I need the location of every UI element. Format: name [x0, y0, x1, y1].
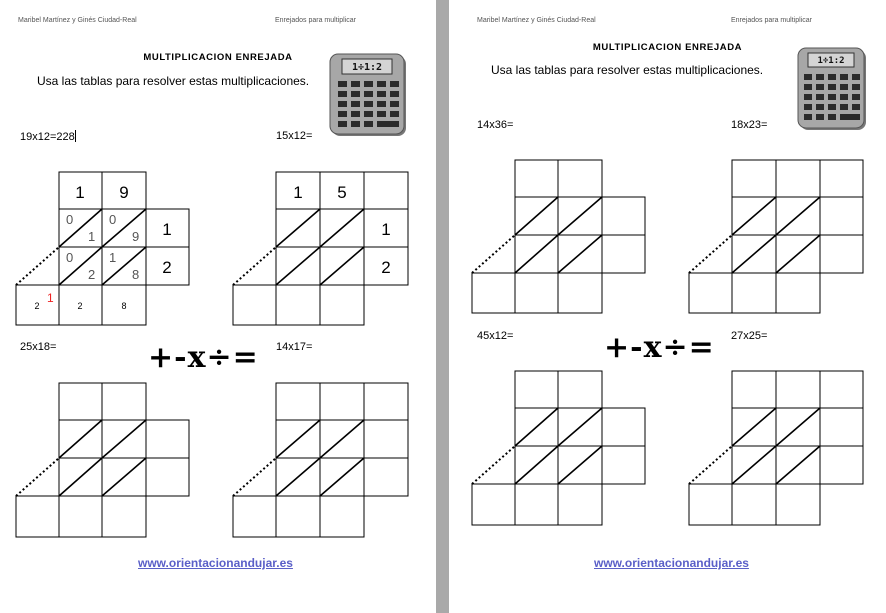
result-digit: 8	[121, 301, 127, 311]
top-digit-2: 5	[337, 183, 347, 202]
problem-4[interactable]: 14x17=	[276, 341, 313, 353]
lattice-grids	[449, 0, 886, 613]
math-operators: +-x÷=	[604, 330, 715, 365]
problem-1[interactable]: 19x12=228	[20, 131, 75, 143]
calculator-display: 1÷1:2	[351, 62, 383, 73]
result-digit: 2	[34, 301, 40, 311]
lattice-grid-3	[472, 371, 645, 525]
worksheet-page-left	[0, 0, 436, 613]
cell-value: 0	[109, 212, 117, 227]
right-digit-1: 1	[162, 220, 172, 239]
header-author: Maribel Martínez y Ginés Ciudad-Real	[18, 17, 137, 24]
lattice-grid-4	[233, 383, 408, 537]
cell-value: 0	[66, 212, 74, 227]
right-digit-2: 2	[381, 258, 391, 277]
footer-link[interactable]: www.orientacionandujar.es	[594, 556, 749, 570]
worksheet-title: MULTIPLICACION ENREJADA	[592, 42, 743, 53]
lattice-grid-3	[16, 383, 189, 537]
worksheet-title: MULTIPLICACION ENREJADA	[143, 52, 293, 63]
problem-4[interactable]: 27x25=	[731, 330, 768, 342]
lattice-grid-2	[689, 160, 863, 313]
instruction-text: Usa las tablas para resolver estas multiplicaciones.	[491, 63, 764, 77]
top-digit-2: 9	[119, 183, 129, 202]
problem-2[interactable]: 15x12=	[276, 130, 313, 142]
cell-value: 2	[88, 267, 96, 282]
problem-1[interactable]: 14x36=	[477, 119, 514, 131]
calculator-display: 1÷1:2	[817, 56, 845, 66]
lattice-grid-2	[233, 172, 408, 325]
result-digit: 2	[77, 301, 83, 311]
lattice-grid-4	[689, 371, 863, 525]
header-subject: Enrejados para multiplicar	[275, 17, 356, 24]
lattice-grids	[0, 0, 436, 613]
cell-value: 1	[109, 250, 117, 265]
instruction-text: Usa las tablas para resolver estas multiplicaciones.	[37, 74, 310, 88]
header-subject: Enrejados para multiplicar	[731, 17, 812, 24]
lattice-grid-1	[472, 160, 645, 313]
right-digit-1: 1	[381, 220, 391, 239]
cell-value: 8	[132, 267, 140, 282]
problem-2[interactable]: 18x23=	[731, 119, 768, 131]
lattice-grid-1	[16, 172, 189, 325]
top-digit-1: 1	[75, 183, 85, 202]
top-digit-1: 1	[293, 183, 303, 202]
math-operators: +-x÷=	[148, 340, 259, 375]
header-author: Maribel Martínez y Ginés Ciudad-Real	[477, 17, 596, 24]
problem-3[interactable]: 45x12=	[477, 330, 514, 342]
cell-value: 1	[88, 229, 96, 244]
worksheet-page-right	[449, 0, 886, 613]
carry-digit: 1	[47, 291, 54, 305]
cell-value: 0	[66, 250, 74, 265]
footer-link[interactable]: www.orientacionandujar.es	[138, 556, 293, 570]
problem-3[interactable]: 25x18=	[20, 341, 57, 353]
cell-value: 9	[132, 229, 140, 244]
right-digit-2: 2	[162, 258, 172, 277]
